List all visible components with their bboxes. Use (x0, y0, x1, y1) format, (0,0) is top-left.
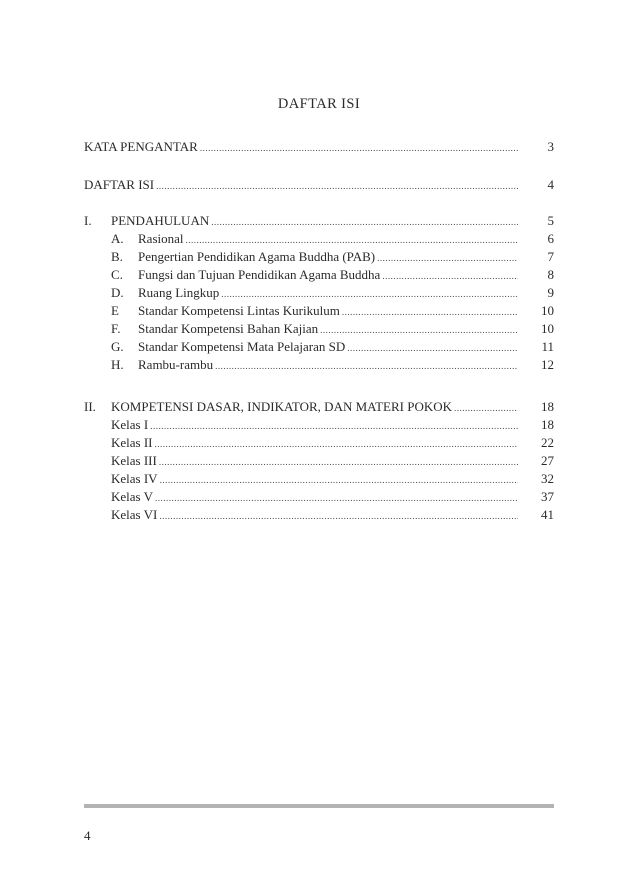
dot-leader (320, 321, 518, 339)
toc-entry-label: Kelas V (111, 489, 154, 504)
dot-leader (156, 177, 518, 195)
dot-leader (186, 231, 519, 249)
toc-entry-label: Kelas II (111, 435, 153, 450)
toc-entry-page: 32 (541, 471, 554, 486)
toc-entry-page: 37 (541, 489, 554, 504)
toc-subentry-sk-bahan-kajian[interactable] (111, 320, 554, 338)
toc-entry-number: F. (111, 321, 121, 336)
toc-entry-page: 3 (547, 139, 554, 154)
toc-entry-page: 12 (541, 357, 554, 372)
footer-rule (84, 804, 554, 808)
toc-entry-page: 9 (547, 285, 554, 300)
dot-leader (160, 471, 518, 489)
dot-leader (159, 507, 518, 525)
toc-entry-label: Kelas VI (111, 507, 158, 522)
toc-entry-number: E (111, 303, 119, 318)
toc-entry-page: 8 (547, 267, 554, 282)
toc-subentry-fungsi-tujuan[interactable] (111, 266, 554, 284)
toc-entry-kompetensi[interactable] (84, 398, 554, 416)
dot-leader (200, 139, 518, 157)
dot-leader (454, 399, 518, 417)
toc-entry-page: 18 (541, 417, 554, 432)
toc-subentry-kelas-2[interactable] (111, 434, 554, 452)
toc-entry-number: A. (111, 231, 124, 246)
toc-subentry-kelas-5[interactable] (111, 488, 554, 506)
toc-entry-label: DAFTAR ISI (84, 177, 155, 192)
toc-entry-page: 22 (541, 435, 554, 450)
toc-entry-label: Standar Kompetensi Lintas Kurikulum (138, 303, 340, 318)
toc-entry-label: Kelas IV (111, 471, 158, 486)
dot-leader (215, 357, 518, 375)
toc-subentry-kelas-6[interactable] (111, 506, 554, 524)
dot-leader (377, 249, 518, 267)
toc-subentry-ruang-lingkup[interactable] (111, 284, 554, 302)
toc-entry-daftar-isi[interactable] (84, 176, 554, 194)
toc-entry-label: Kelas I (111, 417, 149, 432)
toc-entry-number: H. (111, 357, 124, 372)
toc-entry-kata-pengantar[interactable] (84, 138, 554, 156)
toc-entry-number: D. (111, 285, 124, 300)
toc-entry-label: KATA PENGANTAR (84, 139, 198, 154)
dot-leader (155, 489, 518, 507)
toc-entry-page: 41 (541, 507, 554, 522)
dot-leader (382, 267, 518, 285)
toc-entry-page: 27 (541, 453, 554, 468)
toc-entry-page: 7 (547, 249, 554, 264)
toc-entry-page: 18 (541, 399, 554, 414)
toc-entry-label: Pengertian Pendidikan Agama Buddha (PAB) (138, 249, 376, 264)
toc-entry-number: I. (84, 213, 92, 228)
dot-leader (155, 435, 518, 453)
toc-entry-page: 6 (547, 231, 554, 246)
toc-entry-page: 5 (547, 213, 554, 228)
dot-leader (342, 303, 518, 321)
toc-entry-page: 4 (547, 177, 554, 192)
toc-entry-number: C. (111, 267, 123, 282)
toc-entry-label: PENDAHULUAN (111, 213, 210, 228)
toc-subentry-kelas-3[interactable] (111, 452, 554, 470)
toc-entry-pendahuluan[interactable] (84, 212, 554, 230)
toc-entry-number: B. (111, 249, 123, 264)
toc-entry-label: Rambu-rambu (138, 357, 214, 372)
toc-entry-label: Fungsi dan Tujuan Pendidikan Agama Buddha (138, 267, 381, 282)
toc-entry-label: Rasional (138, 231, 184, 246)
dot-leader (159, 453, 518, 471)
dot-leader (347, 339, 518, 357)
toc-entry-page: 10 (541, 303, 554, 318)
toc-entry-label: Standar Kompetensi Mata Pelajaran SD (138, 339, 346, 354)
toc-entry-label: Ruang Lingkup (138, 285, 220, 300)
toc-subentry-kelas-1[interactable] (111, 416, 554, 434)
toc-entry-number: G. (111, 339, 124, 354)
toc-entry-label: KOMPETENSI DASAR, INDIKATOR, DAN MATERI POKOK (111, 399, 453, 414)
toc-entry-page: 10 (541, 321, 554, 336)
toc-entry-label: Kelas III (111, 453, 157, 468)
toc-entry-page: 11 (541, 339, 554, 354)
toc-subentry-pengertian-pab[interactable] (111, 248, 554, 266)
dot-leader (221, 285, 518, 303)
dot-leader (211, 213, 518, 231)
toc-subentry-rambu-rambu[interactable] (111, 356, 554, 374)
dot-leader (150, 417, 518, 435)
toc-subentry-kelas-4[interactable] (111, 470, 554, 488)
toc-entry-number: II. (84, 399, 96, 414)
page-number: 4 (84, 828, 91, 843)
toc-subentry-sk-lintas-kurikulum[interactable] (111, 302, 554, 320)
toc-entry-label: Standar Kompetensi Bahan Kajian (138, 321, 319, 336)
toc-subentry-rasional[interactable] (111, 230, 554, 248)
page-title: DAFTAR ISI (277, 96, 361, 112)
toc-subentry-sk-mata-pelajaran[interactable] (111, 338, 554, 356)
